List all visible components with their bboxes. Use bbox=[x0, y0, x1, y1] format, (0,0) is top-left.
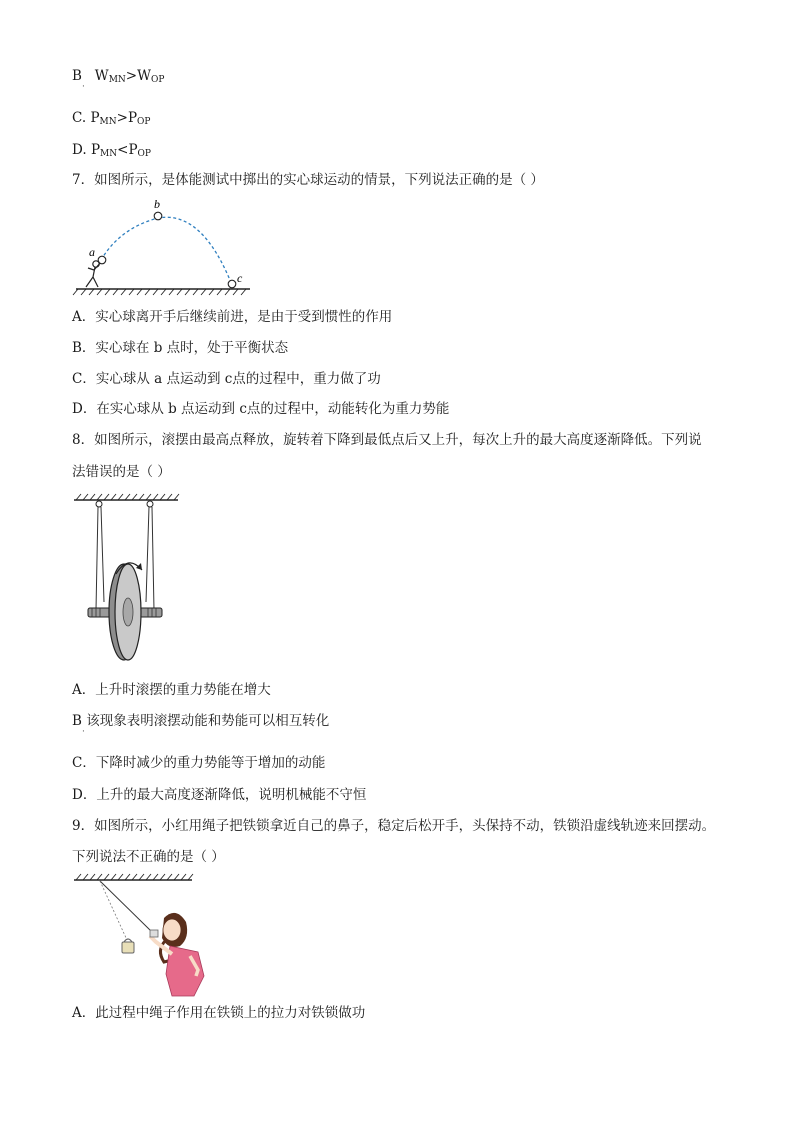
q8-option-b: B 该现象表明滚摆动能和势能可以相互转化 bbox=[72, 713, 330, 729]
trajectory-dashed-line bbox=[101, 217, 232, 285]
option-b-prev: B $W_{MN}>W_{OP}$ bbox=[72, 68, 165, 85]
stray-dot: · bbox=[82, 82, 85, 92]
q7-figure bbox=[72, 198, 262, 298]
ball-b bbox=[154, 212, 162, 220]
q8-stem-line1: 8．如图所示，滚摆由最高点释放，旋转着下降到最低点后又上升，每次上升的最大高度逐渐降低。下列说 bbox=[72, 432, 702, 448]
ball-c bbox=[228, 280, 236, 288]
hook-right bbox=[147, 501, 153, 507]
girl-figure bbox=[150, 913, 204, 996]
q8-option-d: D．上升的最大高度逐渐降低，说明机械能不守恒 bbox=[72, 787, 367, 803]
label-c: c bbox=[237, 271, 243, 285]
ground-hatch bbox=[73, 289, 246, 295]
option-d-prev: D. $P_{MN}<P_{OP}$ bbox=[72, 142, 151, 159]
q8-maxwell-wheel-figure bbox=[72, 492, 182, 672]
option-c-prev: C. $P_{MN}>P_{OP}$ bbox=[72, 110, 151, 127]
q8-option-c: C．下降时减少的重力势能等于增加的动能 bbox=[72, 755, 326, 771]
q9-option-a: A．此过程中绳子作用在铁锁上的拉力对铁锁做功 bbox=[72, 1005, 366, 1021]
label-a: a bbox=[89, 245, 95, 259]
ceiling-hatch bbox=[76, 874, 193, 880]
stray-dot: · bbox=[82, 727, 85, 737]
lock-icon bbox=[122, 939, 134, 953]
q8-option-a: A．上升时滚摆的重力势能在增大 bbox=[72, 682, 271, 698]
q9-stem-line2: 下列说法不正确的是（ ） bbox=[72, 849, 225, 865]
q7-option-b: B．实心球在 b 点时，处于平衡状态 bbox=[72, 340, 289, 356]
q7-option-d: D．在实心球从 b 点运动到 c点的过程中，动能转化为重力势能 bbox=[72, 401, 450, 417]
thrower-figure bbox=[86, 261, 101, 287]
q9-stem-line1: 9．如图所示，小红用绳子把铁锁拿近自己的鼻子，稳定后松开手，头保持不动，铁锁沿虚线轨迹来回摆动。 bbox=[72, 818, 716, 834]
ball-a bbox=[98, 256, 106, 264]
label-b: b bbox=[154, 197, 160, 211]
hook-left bbox=[96, 501, 102, 507]
swing-dashed-path bbox=[100, 881, 127, 940]
rope bbox=[100, 881, 152, 932]
q9-pendulum-figure bbox=[72, 872, 222, 1000]
q7-stem: 7．如图所示，是体能测试中掷出的实心球运动的情景，下列说法正确的是（ ） bbox=[72, 172, 544, 188]
ceiling-hatch bbox=[76, 494, 179, 500]
q7-option-c: C．实心球从 a 点运动到 c点的过程中，重力做了功 bbox=[72, 371, 381, 387]
q8-stem-line2: 法错误的是（ ） bbox=[72, 464, 171, 480]
q7-option-a: A．实心球离开手后继续前进，是由于受到惯性的作用 bbox=[72, 309, 393, 325]
